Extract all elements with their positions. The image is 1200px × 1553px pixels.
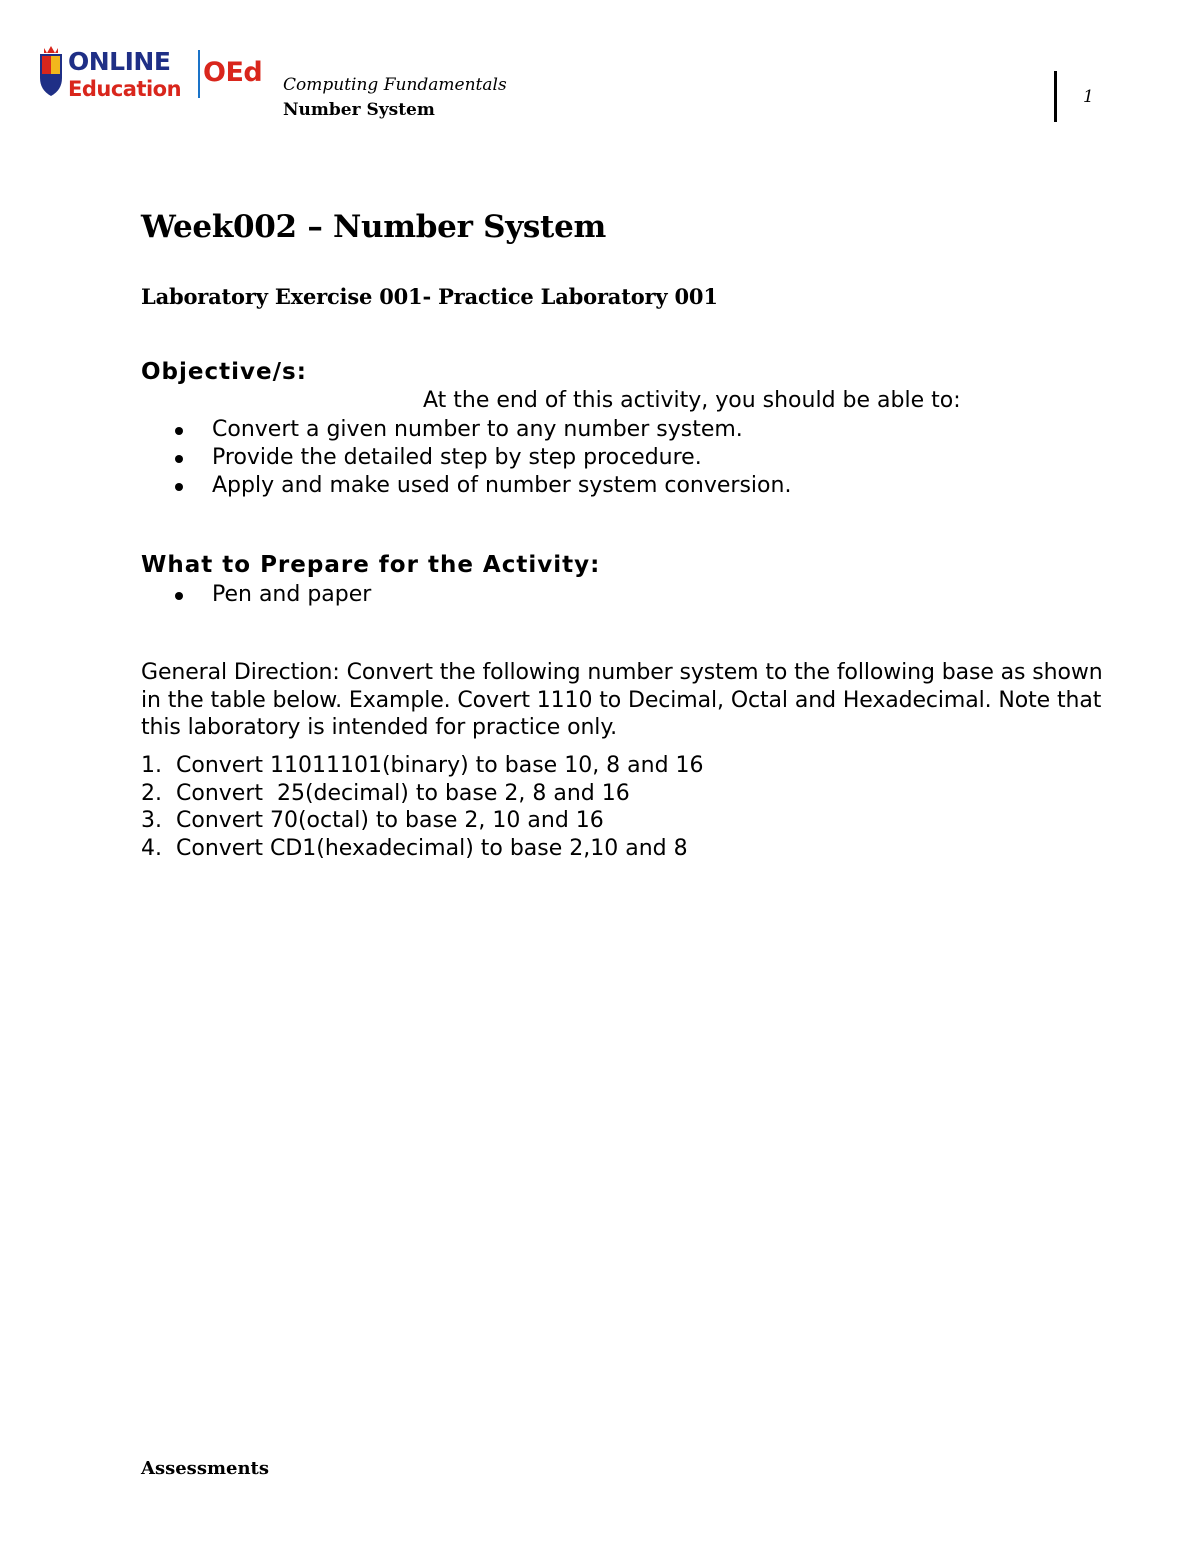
list-item	[141, 444, 791, 472]
logo-graphic	[38, 44, 273, 102]
task-number: 3.	[141, 808, 162, 833]
prepare-text: Pen and paper	[212, 582, 372, 607]
objectives-intro: At the end of this activity, you should be able to:	[423, 388, 961, 413]
prepare-heading: What to Prepare for the Activity:	[141, 552, 601, 578]
bullet-icon	[175, 455, 183, 463]
page-title: Week002 – Number System	[141, 209, 607, 245]
list-item	[141, 416, 791, 444]
list-item	[141, 807, 704, 835]
objective-text: Apply and make used of number system conversion.	[212, 473, 792, 498]
objectives-list	[141, 416, 791, 500]
svg-text:Education: Education	[68, 77, 182, 101]
course-title: Computing Fundamentals	[283, 75, 507, 95]
footer-label: Assessments	[141, 1458, 269, 1479]
task-text: Convert 11011101(binary) to base 10, 8 and 16	[176, 753, 704, 778]
task-text: Convert 25(decimal) to base 2, 8 and 16	[176, 780, 630, 806]
task-number: 4.	[141, 835, 162, 861]
task-number: 1.	[141, 753, 162, 778]
objectives-heading: Objective/s:	[141, 359, 307, 385]
page-number-divider	[1054, 71, 1057, 122]
bullet-icon	[175, 483, 183, 491]
list-item	[141, 835, 704, 863]
topic-title: Number System	[283, 100, 435, 120]
task-text: Convert 70(octal) to base 2, 10 and 16	[176, 808, 604, 833]
task-list	[141, 752, 704, 862]
online-education-logo	[38, 44, 273, 102]
exercise-subtitle: Laboratory Exercise 001- Practice Laboratory 001	[141, 284, 718, 309]
list-item	[141, 752, 704, 780]
list-item	[141, 780, 704, 808]
bullet-icon	[175, 427, 183, 435]
svg-text:OEd: OEd	[203, 57, 263, 88]
objective-text: Convert a given number to any number system.	[212, 417, 743, 442]
task-text: Convert CD1(hexadecimal) to base 2,10 and 8	[176, 835, 688, 861]
svg-text:ONLINE: ONLINE	[68, 47, 171, 76]
general-direction: General Direction: Convert the following number system to the following base as shown in the table below. Example. Covert 1110 to Decimal, Octal and Hexadecimal. Note that this laboratory is intended for practice only.	[141, 660, 1103, 740]
list-item	[141, 581, 371, 609]
objective-text: Provide the detailed step by step procedure.	[212, 445, 702, 470]
bullet-icon	[175, 592, 183, 600]
task-number: 2.	[141, 780, 162, 806]
prepare-list	[141, 581, 371, 609]
page-number: 1	[1083, 87, 1094, 107]
list-item	[141, 472, 791, 500]
